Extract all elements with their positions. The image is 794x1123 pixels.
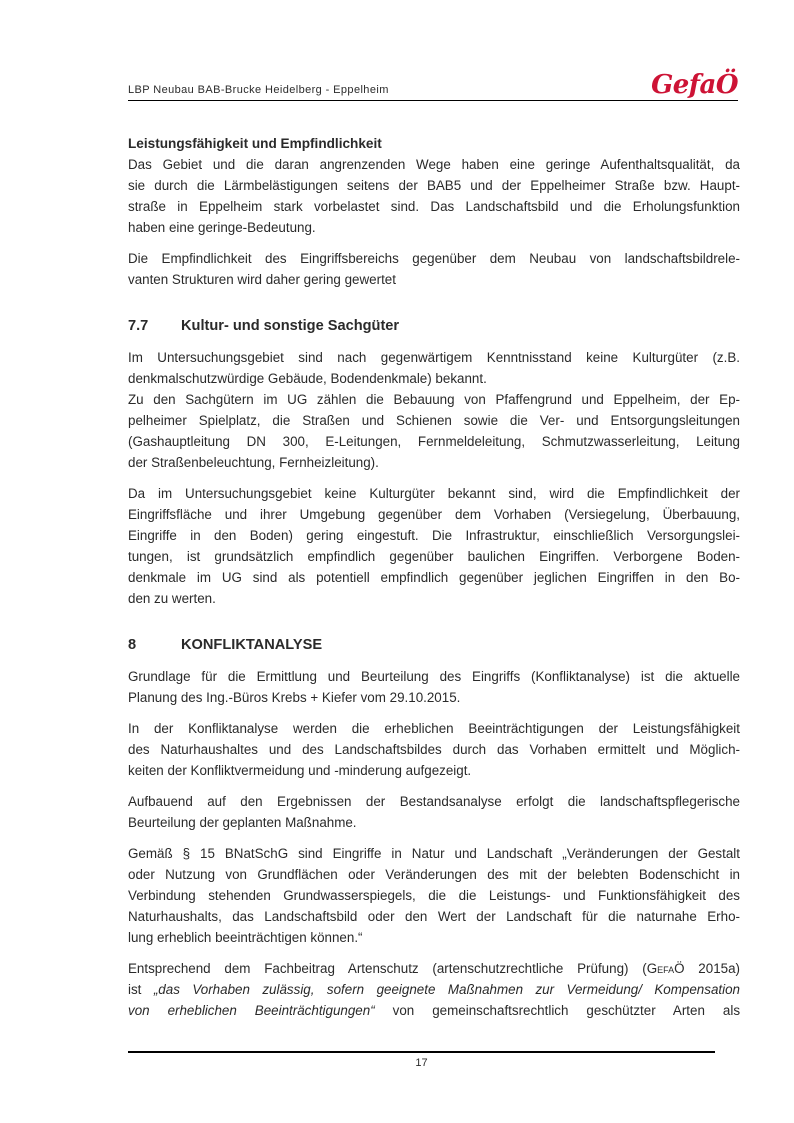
text-line [128,958,740,979]
text-line: der Straßenbeleuchtung, Fernheizleitung). [128,455,379,470]
body-subheading: Leistungsfähigkeit und Empfindlichkeit [128,136,382,151]
paragraph [128,718,740,781]
section-number: 8 [128,637,137,653]
paragraph [128,389,740,473]
text-line: oder Nutzung von Grundflächen oder Veränderungen des mit der belebten Bodenschicht in [128,867,740,882]
section-title: Kultur- und sonstige Sachgüter [181,318,400,334]
text-line: Eingriffe in den Boden) gering eingestuft. Die Infrastruktur, einschließlich Versorgungslei- [128,528,740,543]
text-line: haben eine geringe-Bedeutung. [128,220,316,235]
paragraph [128,248,740,290]
text-line: Das Gebiet und die daran angrenzenden Wege haben eine geringe Aufenthaltsqualität, da [128,157,740,172]
text-line: Im Untersuchungsgebiet sind nach gegenwärtigem Kenntnisstand keine Kulturgüter (z.B. [128,350,740,365]
text-line: Da im Untersuchungsgebiet keine Kulturgüter bekannt sind, wird die Empfindlichkeit der [128,486,740,501]
text-line: straße in Eppelheim stark vorbelastet sind. Das Landschaftsbild und die Erholungsfunktion [128,199,740,214]
document-content [128,133,740,1031]
paragraph [128,666,740,708]
company-logo: GefaÖ [651,70,738,100]
text-line: pelheimer Spielplatz, die Straßen und Schienen sowie die Ver- und Entsorgungsleitungen [128,413,740,428]
text-line: Eingriffsfläche und ihrer Umgebung gegenüber dem Vorhaben (Versiegelung, Überbauung, [128,507,740,522]
text-line: tungen, ist grundsätzlich empfindlich gegenüber baulichen Eingriffen. Verborgene Boden- [128,549,740,564]
section-heading [128,635,740,656]
page-number: 17 [415,1057,428,1069]
text-line: Verbindung stehenden Grundwasserspiegels, die die Leistungs- und Funktionsfähigkeit des [128,888,740,903]
section-heading [128,316,740,337]
text-line [128,979,740,1000]
section-number: 7.7 [128,318,149,334]
text-segment: ist [128,982,154,997]
quoted-italic-text: „das Vorhaben zulässig, sofern geeignete Maßnahmen zur Vermeidung/ Kompensation [153,982,740,997]
paragraph [128,958,740,1021]
paragraph [128,347,740,389]
text-line: (Gashauptleitung DN 300, E-Leitungen, Fernmeldeleitung, Schmutzwasserleitung, Leitung [128,434,740,449]
text-segment: Entsprechend dem Fachbeitrag Artenschutz (artenschutzrechtliche Prüfung) ( [128,961,647,976]
text-segment: 2015a) [684,961,740,976]
text-line: des Naturhaushaltes und des Landschaftsbildes durch das Vorhaben ermittelt und Möglich- [128,742,740,757]
text-segment: von gemeinschaftsrechtlich geschützter Arten als [374,1003,741,1018]
text-line: denkmale im UG sind als potentiell empfindlich gegenüber jeglichen Eingriffen in den Bo- [128,570,740,585]
paragraph [128,791,740,833]
text-line: Naturhaushalts, das Landschaftsbild oder den Wert der Landschaft für die naturnahe Erho- [128,909,740,924]
text-line: keiten der Konfliktvermeidung und -minderung aufgezeigt. [128,763,472,778]
page-footer [128,1051,715,1071]
text-line: lung erheblich beeinträchtigen können.“ [128,930,363,945]
text-line: Die Empfindlichkeit des Eingriffsbereichs gegenüber dem Neubau von landschaftsbildrele- [128,251,740,266]
section-title: KONFLIKTANALYSE [181,637,323,653]
text-line: Gemäß § 15 BNatSchG sind Eingriffe in Natur und Landschaft „Veränderungen der Gestalt [128,846,740,861]
header-doc-title: LBP Neubau BAB-Brucke Heidelberg - Eppelheim [128,84,389,96]
text-line: den zu werten. [128,591,216,606]
quoted-italic-text: von erheblichen Beeinträchtigungen“ [128,1003,375,1018]
text-line: denkmalschutzwürdige Gebäude, Bodendenkmale) bekannt. [128,371,487,386]
text-line: Planung des Ing.-Büros Krebs + Kiefer vom 29.10.2015. [128,690,461,705]
text-line: Grundlage für die Ermittlung und Beurteilung des Eingriffs (Konfliktanalyse) ist die aktuelle [128,669,740,684]
text-line: Beurteilung der geplanten Maßnahme. [128,815,357,830]
paragraph [128,154,740,238]
text-line: In der Konfliktanalyse werden die erheblichen Beeinträchtigungen der Leistungsfähigkeit [128,721,740,736]
paragraph [128,843,740,948]
page-header [128,58,738,101]
paragraph [128,483,740,609]
text-line [128,1000,740,1021]
text-line: Aufbauend auf den Ergebnissen der Bestandsanalyse erfolgt die landschaftspflegerische [128,794,740,809]
text-line: Zu den Sachgütern im UG zählen die Bebauung von Pfaffengrund und Eppelheim, der Ep- [128,392,740,407]
text-line: vanten Strukturen wird daher gering gewertet [128,272,396,287]
smallcaps-citation: GefaÖ [646,961,685,976]
text-line: sie durch die Lärmbelästigungen seitens der BAB5 und der Eppelheimer Straße bzw. Haupt- [128,178,740,193]
